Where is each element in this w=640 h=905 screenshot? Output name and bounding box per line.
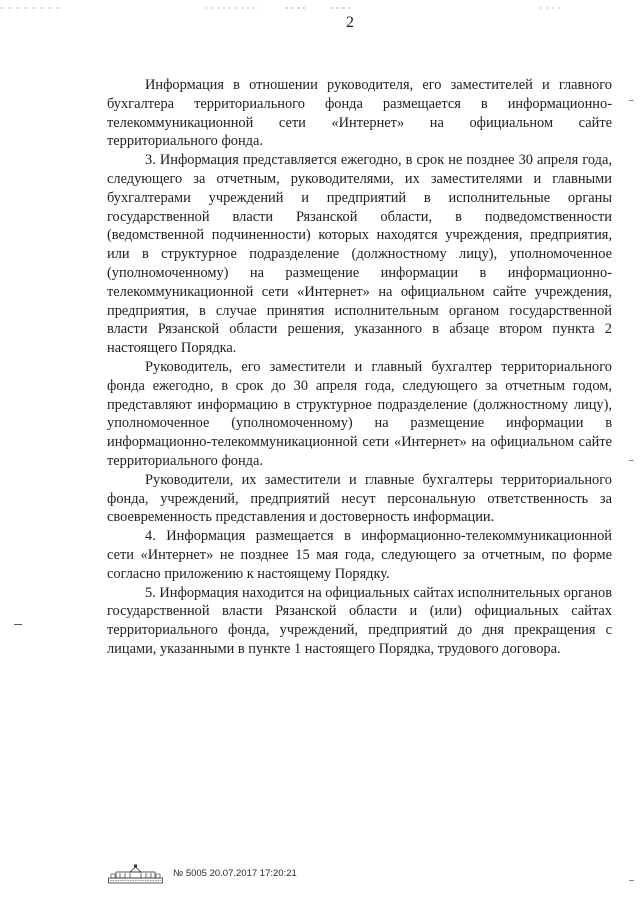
scan-artifact-top: [0, 5, 640, 11]
paragraph-fund-heads: Руководитель, его заместители и главный бухгалтер территориального фонда ежегодно, в срок до 30 апреля года, следующего за отчетным годом, представляют информацию в структурное подразделение (должностному лицу), уполномоченное (уполномоченному) на размещение информации в информационно-телекоммуникационной сети «Интернет» на официальном сайте территориального фонда.: [107, 358, 612, 469]
paragraph-item-5: 5. Информация находится на официальных сайтах исполнительных органов государственной власти Рязанской области и (или) официальных сайтах территориального фонда, учреждений, предприятий до дня прекращения с лицами, указанными в пункте 1 настоящего Порядка, трудового договора.: [107, 584, 612, 657]
edge-mark: [629, 100, 634, 101]
government-building-stamp-icon: [108, 864, 163, 884]
paragraph-website-info: Информация в отношении руководителя, его заместителей и главного бухгалтера территориального фонда размещается в информационно-телекоммуникационной сети «Интернет» на официальном сайте территориального фонда.: [107, 77, 612, 150]
paragraph-item-3: 3. Информация представляется ежегодно, в срок не позднее 30 апреля года, следующего за отчетным, руководителями, их заместителями и главными бухгалтерами учреждений и предприятий в исполнительные органы государственной власти Рязанской области, в подведомственности (ведомственной подчиненности) которых находятся учреждения, предприятия, или в структурное подразделение (должностному лицу), уполномоченное (уполномоченному) на размещение информации в информационно-телекоммуникационной сети «Интернет» на официальном сайте учреждения, предприятия, в случае принятия исполнительным органом государственной власти Рязанской области решения, указанного в абзаце втором пункта 2 настоящего Порядка.: [107, 152, 612, 357]
paragraph-responsibility: Руководители, их заместители и главные бухгалтеры территориального фонда, учреждений, предприятий несут персональную ответственность за своевременность представления и достоверность информации.: [107, 471, 612, 526]
document-footer: [108, 864, 297, 884]
page-number: 2: [346, 14, 354, 31]
document-registration-mark: № 5005 20.07.2017 17:20:21: [173, 868, 297, 879]
document-body: [107, 76, 612, 659]
edge-mark: [629, 460, 634, 461]
edge-mark: [629, 880, 634, 881]
paragraph-item-4: 4. Информация размещается в информационно-телекоммуникационной сети «Интернет» не позднее 15 мая года, следующего за отчетным, по форме согласно приложению к настоящему Порядку.: [107, 528, 612, 582]
margin-mark: [14, 624, 22, 625]
